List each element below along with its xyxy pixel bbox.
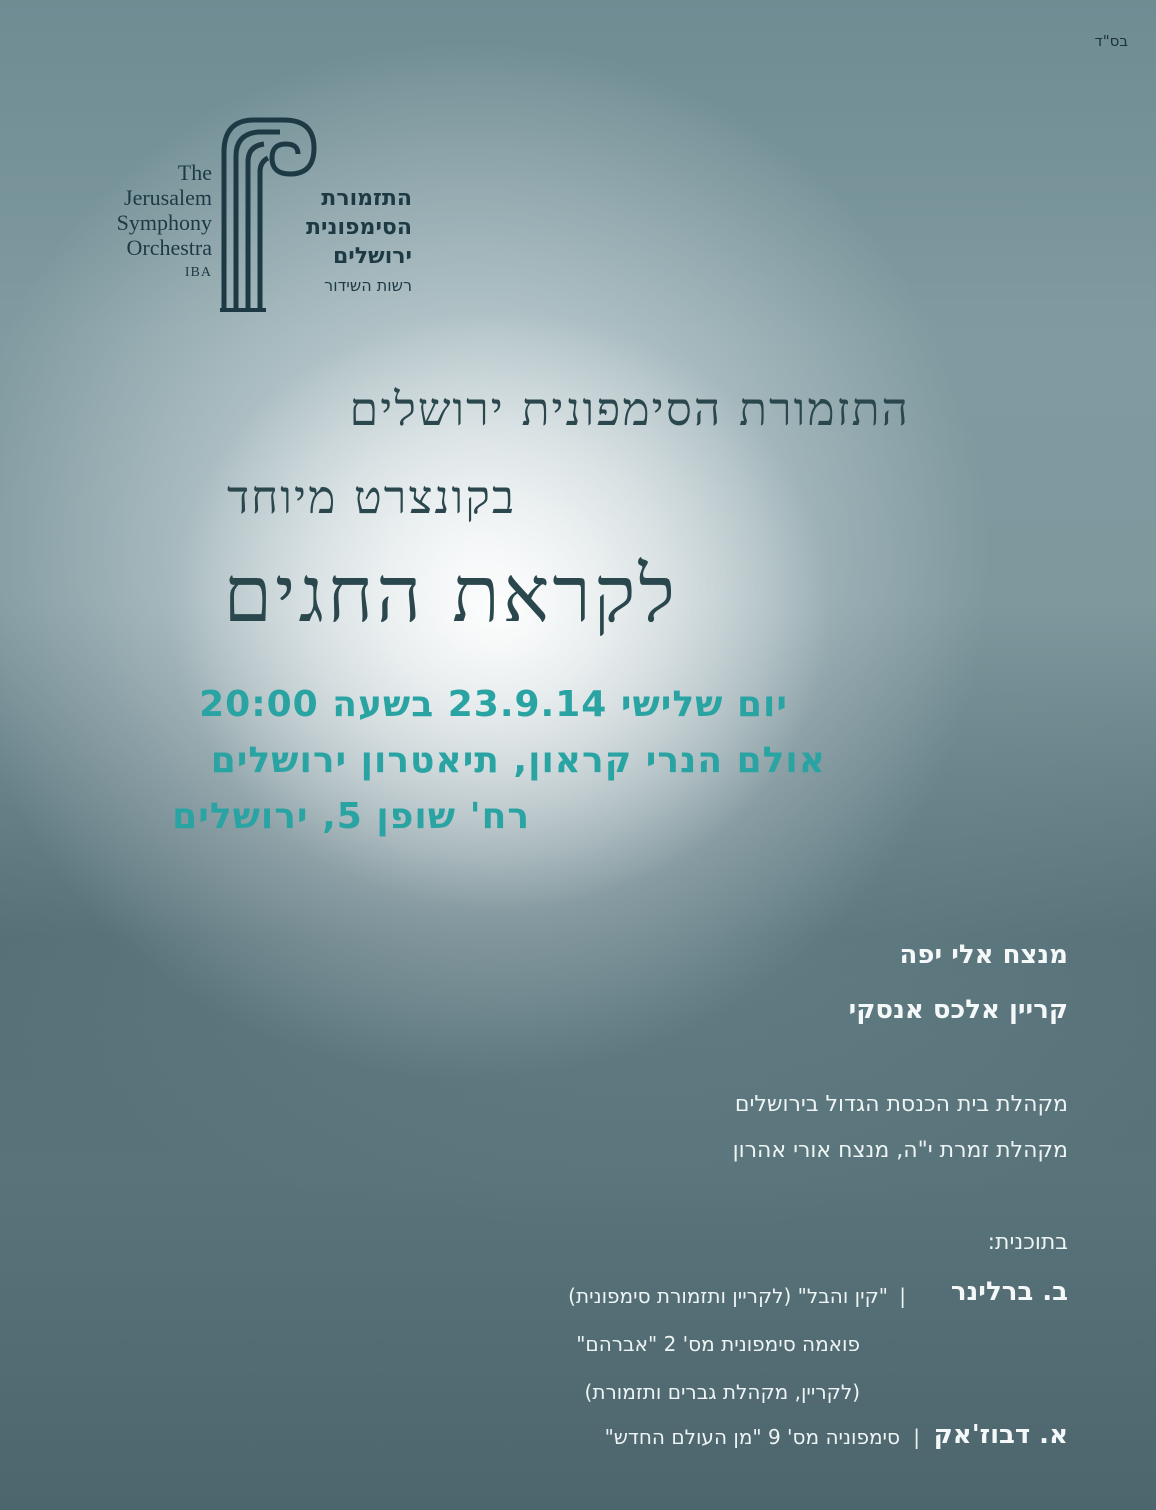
logo-en-line: Jerusalem: [124, 185, 212, 210]
program-label: בתוכנית:: [987, 1230, 1068, 1255]
logo-he-sub: רשות השידור: [324, 276, 412, 295]
composer-name: ב. ברלינר: [950, 1277, 1068, 1307]
logo-en-line: Orchestra: [126, 235, 212, 260]
headline-orchestra: התזמורת הסימפונית ירושלים: [349, 382, 910, 436]
choir-credit: מקהלת בית הכנסת הגדול בירושלים: [734, 1092, 1068, 1117]
narrator-credit: קריין אלכס אנסקי: [848, 995, 1068, 1025]
corner-mark: בס"ד: [1094, 32, 1128, 50]
logo-en-line: The: [177, 160, 212, 185]
choir-credit: מקהלת זמרת י"ה, מנצח אורי אהרון: [732, 1138, 1068, 1163]
logo-he-line: ירושלים: [332, 244, 412, 269]
conductor-credit: מנצח אלי יפה: [899, 940, 1068, 970]
event-date-time: יום שלישי 23.9.14 בשעה 20:00: [199, 684, 788, 725]
logo-english-text: [88, 160, 212, 285]
program-separator: |: [899, 1284, 906, 1308]
program-work: (לקריין, מקהלת גברים ותזמורת): [584, 1380, 860, 1404]
program-separator: |: [913, 1425, 920, 1449]
event-address: רח' שופן 5, ירושלים: [172, 796, 530, 837]
logo-en-sub: IBA: [184, 265, 212, 280]
composer-name: א. דבוז'אק: [933, 1420, 1068, 1450]
program-work: סימפוניה מס' 9 "מן העולם החדש": [604, 1425, 900, 1449]
program-work: "קין והבל" (לקריין ותזמורת סימפונית): [568, 1284, 888, 1308]
logo-en-line: Symphony: [116, 210, 212, 235]
event-venue: אולם הנרי קראון, תיאטרון ירושלים: [210, 740, 826, 781]
headline-special-concert: בקונצרט מיוחד: [226, 470, 516, 524]
headline-holidays: לקראת החגים: [223, 550, 678, 640]
program-work: פואמה סימפונית מס' 2 "אברהם": [576, 1332, 860, 1356]
logo-hebrew-text: [262, 184, 412, 300]
logo-he-line: הסימפונית: [306, 215, 412, 240]
logo-he-line: התזמורת: [321, 186, 412, 211]
